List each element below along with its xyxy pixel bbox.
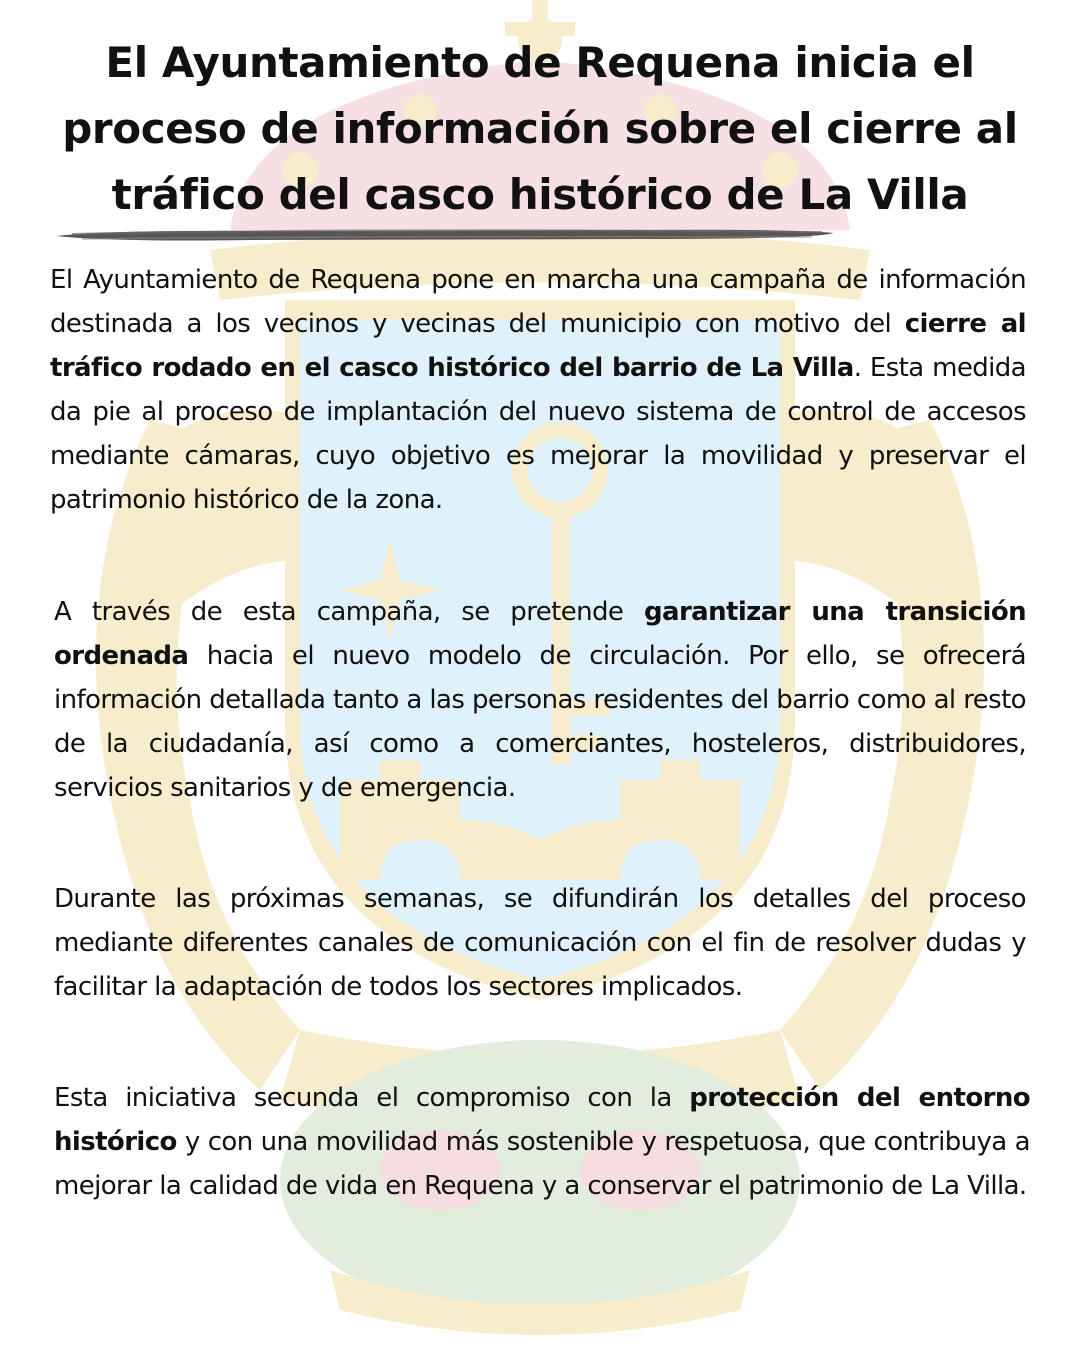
paragraph-2-text-b: hacia el nuevo modelo de circulación. Por ello, se ofrecerá información detallada tanto a las personas residentes del barrio como al resto de la ciudadanía, así como a comerciantes, hosteleros, distribuidores, servicios sanitarios y de emergencia. (54, 641, 1026, 803)
brush-underline-divider (52, 224, 838, 244)
paragraph-4-text-a: Esta iniciativa secunda el compromiso con la (54, 1083, 690, 1113)
paragraph-2 (54, 590, 1026, 810)
paragraph-1-text-a: El Ayuntamiento de Requena pone en marcha una campaña de información destinada a los vecinos y vecinas del municipio con motivo del (50, 265, 1026, 339)
paragraph-1-text-b: . Esta medida da pie al proceso de implantación del nuevo sistema de control de accesos mediante cámaras, cuyo objetivo es mejorar la movilidad y preservar el patrimonio histórico de la zona. (50, 353, 1026, 515)
article-title (40, 30, 1040, 228)
paragraph-3 (54, 877, 1026, 1009)
title-line-2: proceso de información sobre el cierre al (62, 104, 1018, 153)
paragraph-2-text-a: A través de esta campaña, se pretende (54, 597, 644, 627)
paragraph-1-bold: cierre al tráfico rodado en el casco histórico del barrio de La Villa (50, 309, 1026, 383)
paragraph-4 (54, 1076, 1030, 1208)
title-line-3: tráfico del casco histórico de La Villa (111, 170, 969, 219)
title-line-1: El Ayuntamiento de Requena inicia el (105, 38, 975, 87)
paragraph-3-text: Durante las próximas semanas, se difundirán los detalles del proceso mediante diferentes canales de comunicación con el fin de resolver dudas y facilitar la adaptación de todos los sectores implicados. (54, 884, 1026, 1002)
paragraph-4-bold: protección del entorno histórico (54, 1083, 1030, 1157)
paragraph-2-bold: garantizar una transición ordenada (54, 597, 1027, 671)
paragraph-4-text-b: y con una movilidad más sostenible y respetuosa, que contribuya a mejorar la calidad de vida en Requena y a conservar el patrimonio de La Villa. (54, 1127, 1030, 1201)
paragraph-1 (50, 258, 1026, 522)
